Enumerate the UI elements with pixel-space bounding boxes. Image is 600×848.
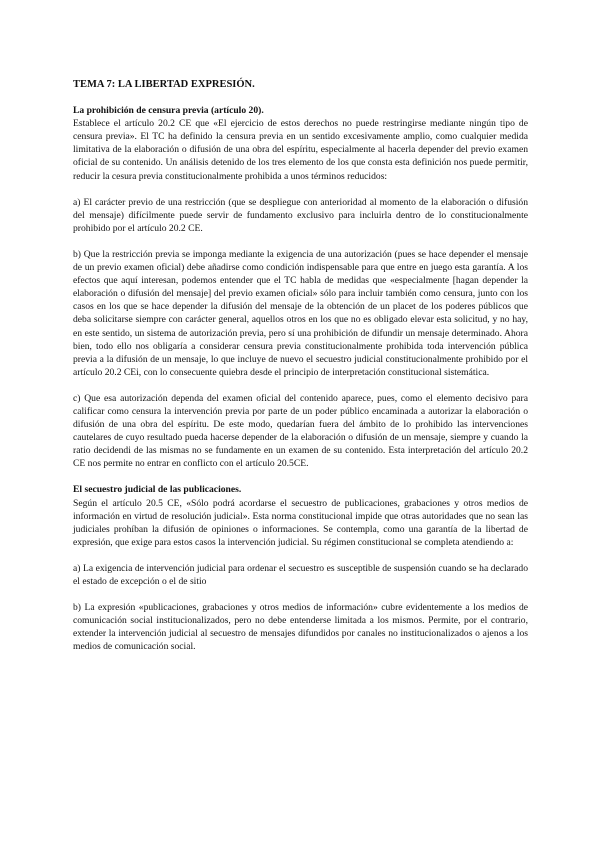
section-heading-secuestro-judicial: El secuestro judicial de las publicaciones. <box>73 484 242 496</box>
paragraph-secuestro-a: a) La exigencia de intervención judicial para ordenar el secuestro es susceptible de suspensión cuando se ha declarado el estado de excepción o el de sitio <box>73 562 528 587</box>
paragraph-censura-b: b) Que la restricción previa se imponga mediante la exigencia de una autorización (pues se hace depender el mensaje de un previo examen oficial) debe añadirse como condición indispensable para que entre en juego esta garantía. A los efectos que aquí interesan, podemos entender que el TC habla de medidas que «especialmente [hagan depender la elaboración o difusión del mensaje] del previo examen oficial» sólo para incluir también como censura, junto con los casos en los que se hace depender la difusión del mensaje de la obtención de un placet de los poderes públicos que deba solicitarse siempre con carácter general, aquellos otros en los que no es obligado elevar esta solicitud, y no hay, en este sentido, un sistema de autorización previa, pero sí una prohibición de difundir un mensaje determinado. Ahora bien, todo ello nos obligaría a considerar censura previa constitucionalmente prohibida toda intervención pública previa a la difusión de un mensaje, lo que incluye de nuevo el secuestro judicial constitucionalmente prohibido por el artículo 20.2 CEi, con lo consecuente quiebra desde el principio de interpretación constitucional sistemática. <box>73 248 528 378</box>
page-title: TEMA 7: LA LIBERTAD EXPRESIÓN. <box>73 79 255 90</box>
paragraph-censura-c: c) Que esa autorización dependa del examen oficial del contenido aparece, pues, como el elemento decisivo para calificar como censura la intervención previa por parte de un poder público encaminada a autorizar la elaboración o difusión de una obra del espíritu. De este modo, quedarían fuera del ámbito de lo prohibido las intervenciones cautelares de cuyo resultado pueda hacerse depender de la elaboración o difusión de un mensaje, siempre y cuando la ratio decidendi de las mismas no se fundamente en un examen de su contenido. Esta interpretación del artículo 20.2 CE nos permite no entrar en conflicto con el artículo 20.5CE. <box>73 392 528 470</box>
document-page <box>73 68 528 666</box>
paragraph-secuestro-b: b) La expresión «publicaciones, grabaciones y otros medios de información» cubre evidentemente a los medios de comunicación social institucionalizados, pero no debe entenderse limitada a los mismos. Permite, por el contrario, extender la intervención judicial al secuestro de mensajes difundidos por canales no institucionalizados o ajenos a los medios de comunicación social. <box>73 602 528 653</box>
paragraph-intro-censura: Establece el artículo 20.2 CE que «El ejercicio de estos derechos no puede restringirse mediante ningún tipo de censura previa». El TC ha definido la censura previa en un sentido excesivamente amplio, como cualquier medida limitativa de la elaboración o difusión de una obra del espíritu, especialmente al hacerla depender del previo examen oficial de su contenido. Un análisis detenido de los tres elemento de los que consta esta definición nos puede permitir, reducir la cesura previa constitucionalmente prohibida a unos términos reducidos: <box>73 118 528 182</box>
paragraph-censura-a: a) El carácter previo de una restricción (que se despliegue con anterioridad al momento de la elaboración o difusión del mensaje) difícilmente puede servir de fundamento exclusivo para incluirla dentro de lo constitucionalmente prohibido por el artículo 20.2 CE. <box>73 196 528 234</box>
paragraph-intro-secuestro: Según el artículo 20.5 CE, «Sólo podrá acordarse el secuestro de publicaciones, grabaciones y otros medios de información en virtud de resolución judicial». Esta norma constitucional impide que otras autoridades que no sean las judiciales prohíban la difusión de opiniones o informaciones. Se contempla, como una garantía de la libertad de expresión, que exige para estos casos la intervención judicial. Su régimen constitucional se completa atendiendo a: <box>73 497 528 548</box>
section-heading-censura-previa: La prohibición de censura previa (artículo 20). <box>73 105 264 117</box>
